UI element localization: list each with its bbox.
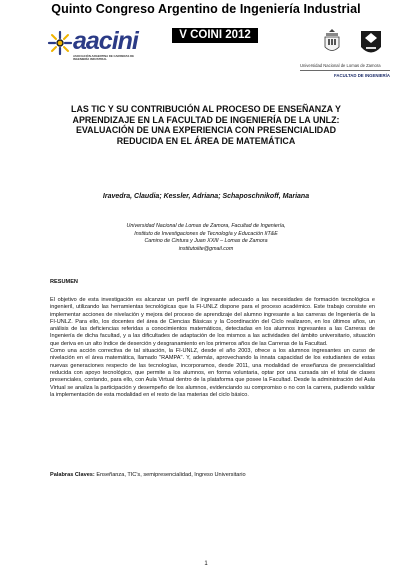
title-line: APRENDIZAJE EN LA FACULTAD DE INGENIERÍA DE LA UNLZ: <box>72 114 340 125</box>
abstract-paragraph: El objetivo de esta investigación es alcanzar un perfil de ingresante adecuado a las necesidades de formación tecnológica e ingenieril, utilizando las herramientas tecnológicas que la FI-UNLZ dispone para el proceso académico. Este trabajo consiste en implementar acciones de nivelación y mejora del proceso de aprendizaje del alumno ingresante a las carreras de Ingeniería de la FI-UNLZ. Para ello, los docentes del área de Ciencias Básicas y la Coordinación del Ciclo realizaron, en los últimos años, un análisis de las deficiencias referidas a conocimientos matemáticos, detectadas en los alumnos ingresantes a las Carreras de Ingeniería de dicha facultad, y a las dificultades de adaptación de los mismos a las actividades del ámbito universitario, situación que deriva en un alto índice de deserción y desgranamiento en los primeros años de las Carreras de la Facultad. <box>50 297 375 347</box>
affiliation-line: Camino de Cintura y Juan XXIII – Lomas de Zamora <box>144 238 268 245</box>
aacini-logo <box>47 28 147 68</box>
keywords-value: Enseñanza, TIC's, semipresencialidad, Ingreso Universitario <box>94 472 246 478</box>
conference-subtitle-badge: V COINI 2012 <box>172 28 258 43</box>
university-crest-icon <box>323 28 341 55</box>
abstract-body <box>50 297 375 399</box>
page-number: 1 <box>204 561 208 567</box>
title-line: EVALUACIÓN DE UNA EXPERIENCIA CON PRESENCIALIDAD <box>75 125 337 135</box>
abstract-paragraph: Como una acción correctiva de tal situación, la FI-UNLZ, desde el año 2003, ofrece a los alumnos ingresantes un curso de nivelación en el área matemática, llamado "RAMPA". Y, además, aprovechando la innata capacidad de los estudiantes de estas nuevas generaciones respecto de las tecnologías, incorporamos, desde 2011, una modalidad de enseñanza de presencialidad reducida con apoyo tecnológico, que permite a los alumnos, en forma voluntaria, optar por una cursada sin el total de clases presenciales, contando, para ello, con Aula Virtual dentro de la plataforma que posee la Facultad. Desde la administración del Aula Virtual se analiza la participación y desempeño de los alumnos, evidenciando su compromiso o no con la carrera, pudiendo validar la implementación de esta modalidad en el resto de las materias del ciclo básico. <box>50 348 375 398</box>
title-line: LAS TIC Y SU CONTRIBUCIÓN AL PROCESO DE ENSEÑANZA Y <box>71 104 341 114</box>
abstract-heading: RESUMEN <box>50 279 78 285</box>
unlz-shield-icon <box>360 30 382 58</box>
affiliation-line: Universidad Nacional de Lomas de Zamora, Facultad de Ingeniería, <box>126 223 286 229</box>
faculty-label: FACULTAD DE INGENIERÍA <box>334 73 390 78</box>
authors: Iravedra, Claudia; Kessler, Adriana; Schaposchnikoff, Mariana <box>102 193 310 200</box>
title-line: REDUCIDA EN EL ÁREA DE MATEMÁTICA <box>116 135 296 146</box>
aacini-logo-text: aacini <box>73 27 138 55</box>
affiliation-line: Instituto de Investigaciones de Tecnología y Educación IIT&E <box>134 230 278 237</box>
aacini-star-icon <box>47 30 73 56</box>
conference-title: Quinto Congreso Argentino de Ingeniería Industrial <box>51 2 361 16</box>
paper-title <box>40 104 372 146</box>
keywords-label: Palabras Claves: <box>50 472 95 478</box>
affiliation <box>0 223 412 254</box>
affiliation-email: institutoiite@gmail.com <box>178 246 234 253</box>
aacini-tagline: ASOCIACIÓN ARGENTINA DE CARRERAS DE INGENIERÍA INDUSTRIAL <box>73 54 135 62</box>
university-name: Universidad Nacional de Lomas de Zamora <box>300 63 381 68</box>
keywords <box>50 472 375 478</box>
